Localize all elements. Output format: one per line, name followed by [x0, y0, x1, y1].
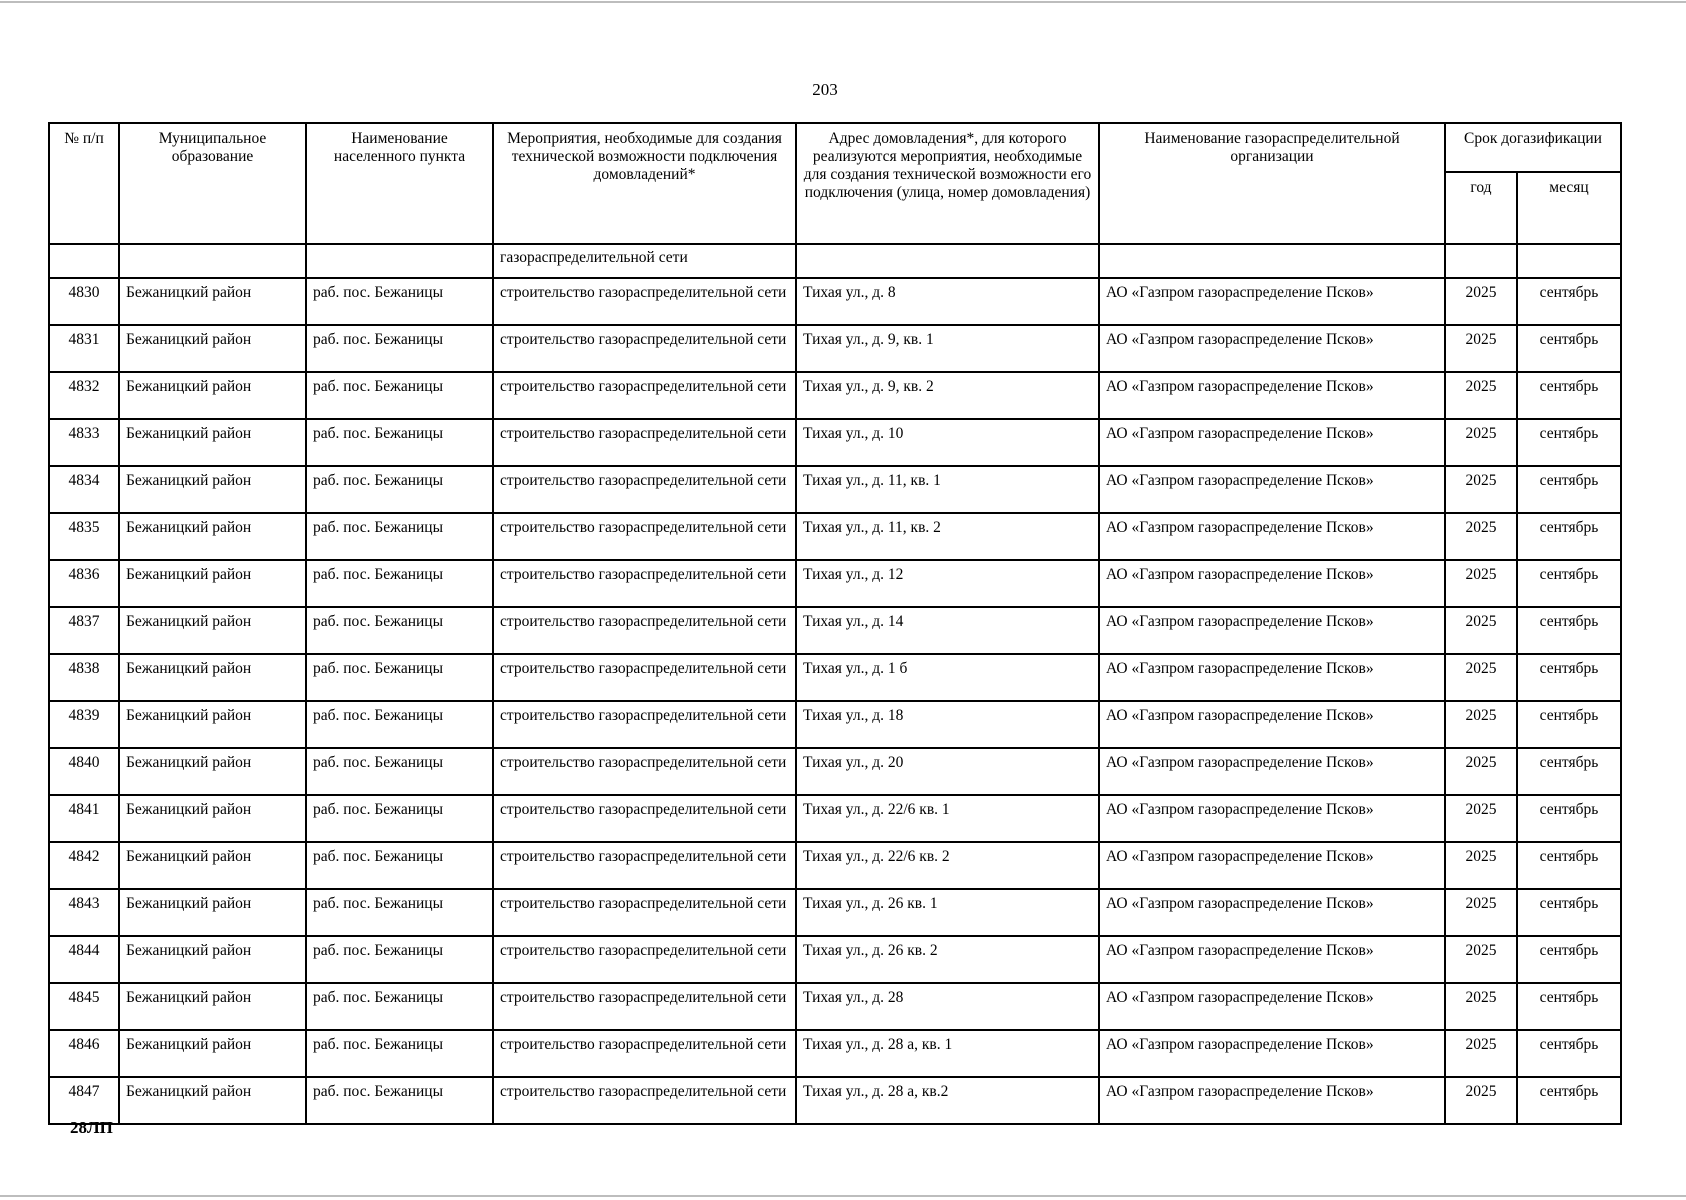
cell-num: 4842 [49, 842, 119, 889]
cell-month: сентябрь [1517, 654, 1621, 701]
cell-address: Тихая ул., д. 14 [796, 607, 1099, 654]
scan-edge-bottom [0, 1195, 1686, 1197]
page-number: 203 [812, 80, 838, 99]
cell-year: 2025 [1445, 795, 1517, 842]
cell-settlement: раб. пос. Бежаницы [306, 560, 493, 607]
cell-measure: строительство газораспределительной сети [493, 607, 796, 654]
cell-num: 4847 [49, 1077, 119, 1124]
cell-measure: строительство газораспределительной сети [493, 325, 796, 372]
cell-month: сентябрь [1517, 701, 1621, 748]
cell-year: 2025 [1445, 278, 1517, 325]
table-row [49, 842, 1621, 889]
table-body [49, 244, 1621, 1124]
cell-year: 2025 [1445, 654, 1517, 701]
cell-num: 4846 [49, 1030, 119, 1077]
cell-measure: строительство газораспределительной сети [493, 889, 796, 936]
cell-num: 4830 [49, 278, 119, 325]
cell-address: Тихая ул., д. 18 [796, 701, 1099, 748]
cell-num: 4844 [49, 936, 119, 983]
header-municipality: Муниципальное образование [119, 123, 306, 244]
cell-month: сентябрь [1517, 607, 1621, 654]
cell-num: 4841 [49, 795, 119, 842]
table-row [49, 936, 1621, 983]
table-row [49, 278, 1621, 325]
cell-address: Тихая ул., д. 9, кв. 1 [796, 325, 1099, 372]
cell-organization: АО «Газпром газораспределение Псков» [1099, 983, 1445, 1030]
table-row [49, 654, 1621, 701]
cell-organization: АО «Газпром газораспределение Псков» [1099, 795, 1445, 842]
cell-year: 2025 [1445, 466, 1517, 513]
cell-year: 2025 [1445, 889, 1517, 936]
cell-year: 2025 [1445, 701, 1517, 748]
cell-year: 2025 [1445, 607, 1517, 654]
cell-year: 2025 [1445, 842, 1517, 889]
table-row [49, 889, 1621, 936]
cell-organization: АО «Газпром газораспределение Псков» [1099, 419, 1445, 466]
cell-organization: АО «Газпром газораспределение Псков» [1099, 654, 1445, 701]
cell-settlement: раб. пос. Бежаницы [306, 889, 493, 936]
footer-code: 28ЛП [70, 1118, 113, 1137]
cell-municipality: Бежаницкий район [119, 748, 306, 795]
cell-address: Тихая ул., д. 26 кв. 2 [796, 936, 1099, 983]
table-row [49, 372, 1621, 419]
cell-settlement: раб. пос. Бежаницы [306, 419, 493, 466]
cell-address: Тихая ул., д. 22/6 кв. 2 [796, 842, 1099, 889]
cell-month: сентябрь [1517, 466, 1621, 513]
table-row [49, 701, 1621, 748]
cell-address: Тихая ул., д. 22/6 кв. 1 [796, 795, 1099, 842]
cell-organization: АО «Газпром газораспределение Псков» [1099, 325, 1445, 372]
cell-settlement: раб. пос. Бежаницы [306, 325, 493, 372]
cell-settlement: раб. пос. Бежаницы [306, 278, 493, 325]
cell-organization: АО «Газпром газораспределение Псков» [1099, 372, 1445, 419]
cell-address: Тихая ул., д. 8 [796, 278, 1099, 325]
cell-year: 2025 [1445, 748, 1517, 795]
cell-measure: строительство газораспределительной сети [493, 701, 796, 748]
cell-month [1517, 244, 1621, 278]
cell-settlement: раб. пос. Бежаницы [306, 795, 493, 842]
cell-measure: строительство газораспределительной сети [493, 372, 796, 419]
table-row [49, 983, 1621, 1030]
cell-settlement: раб. пос. Бежаницы [306, 466, 493, 513]
cell-address: Тихая ул., д. 26 кв. 1 [796, 889, 1099, 936]
cell-num: 4832 [49, 372, 119, 419]
cell-municipality: Бежаницкий район [119, 372, 306, 419]
cell-month: сентябрь [1517, 795, 1621, 842]
cell-settlement: раб. пос. Бежаницы [306, 513, 493, 560]
table-row [49, 1077, 1621, 1124]
cell-organization: АО «Газпром газораспределение Псков» [1099, 748, 1445, 795]
cell-year: 2025 [1445, 936, 1517, 983]
cell-address [796, 244, 1099, 278]
continuation-row [49, 244, 1621, 278]
cell-municipality: Бежаницкий район [119, 983, 306, 1030]
cell-measure: строительство газораспределительной сети [493, 560, 796, 607]
table-row [49, 466, 1621, 513]
cell-organization: АО «Газпром газораспределение Псков» [1099, 607, 1445, 654]
cell-measure: строительство газораспределительной сети [493, 513, 796, 560]
cell-month: сентябрь [1517, 419, 1621, 466]
cell-address: Тихая ул., д. 28 [796, 983, 1099, 1030]
cell-measure: строительство газораспределительной сети [493, 1077, 796, 1124]
cell-municipality: Бежаницкий район [119, 1077, 306, 1124]
cell-settlement: раб. пос. Бежаницы [306, 701, 493, 748]
cell-num: 4843 [49, 889, 119, 936]
cell-year: 2025 [1445, 325, 1517, 372]
cell-address: Тихая ул., д. 1 б [796, 654, 1099, 701]
cell-month: сентябрь [1517, 842, 1621, 889]
cell-year: 2025 [1445, 560, 1517, 607]
cell-municipality: Бежаницкий район [119, 654, 306, 701]
header-month: месяц [1517, 172, 1621, 244]
table-row [49, 607, 1621, 654]
cell-month: сентябрь [1517, 748, 1621, 795]
cell-year: 2025 [1445, 983, 1517, 1030]
cell-month: сентябрь [1517, 278, 1621, 325]
cell-municipality: Бежаницкий район [119, 466, 306, 513]
cell-address: Тихая ул., д. 11, кв. 2 [796, 513, 1099, 560]
cell-settlement: раб. пос. Бежаницы [306, 607, 493, 654]
cell-measure: строительство газораспределительной сети [493, 795, 796, 842]
cell-address: Тихая ул., д. 28 а, кв.2 [796, 1077, 1099, 1124]
scan-edge-top [0, 1, 1686, 3]
cell-month: сентябрь [1517, 560, 1621, 607]
cell-organization: АО «Газпром газораспределение Псков» [1099, 1030, 1445, 1077]
cell-organization: АО «Газпром газораспределение Псков» [1099, 560, 1445, 607]
cell-organization: АО «Газпром газораспределение Псков» [1099, 513, 1445, 560]
cell-year: 2025 [1445, 513, 1517, 560]
cell-organization: АО «Газпром газораспределение Псков» [1099, 936, 1445, 983]
cell-municipality: Бежаницкий район [119, 513, 306, 560]
header-year: год [1445, 172, 1517, 244]
cell-measure: газораспределительной сети [493, 244, 796, 278]
cell-address: Тихая ул., д. 20 [796, 748, 1099, 795]
cell-settlement: раб. пос. Бежаницы [306, 842, 493, 889]
cell-municipality: Бежаницкий район [119, 560, 306, 607]
cell-num: 4835 [49, 513, 119, 560]
table-row [49, 419, 1621, 466]
cell-organization: АО «Газпром газораспределение Псков» [1099, 889, 1445, 936]
cell-organization: АО «Газпром газораспределение Псков» [1099, 1077, 1445, 1124]
cell-municipality: Бежаницкий район [119, 325, 306, 372]
cell-month: сентябрь [1517, 325, 1621, 372]
cell-measure: строительство газораспределительной сети [493, 936, 796, 983]
header-settlement: Наименование населенного пункта [306, 123, 493, 244]
cell-month: сентябрь [1517, 1077, 1621, 1124]
cell-address: Тихая ул., д. 9, кв. 2 [796, 372, 1099, 419]
cell-year [1445, 244, 1517, 278]
cell-measure: строительство газораспределительной сети [493, 748, 796, 795]
table-row [49, 795, 1621, 842]
cell-month: сентябрь [1517, 889, 1621, 936]
cell-num: 4839 [49, 701, 119, 748]
cell-settlement [306, 244, 493, 278]
cell-measure: строительство газораспределительной сети [493, 419, 796, 466]
header-term: Срок догазификации [1445, 123, 1621, 172]
cell-month: сентябрь [1517, 936, 1621, 983]
cell-measure: строительство газораспределительной сети [493, 278, 796, 325]
cell-num: 4837 [49, 607, 119, 654]
cell-num: 4834 [49, 466, 119, 513]
cell-organization: АО «Газпром газораспределение Псков» [1099, 842, 1445, 889]
cell-municipality: Бежаницкий район [119, 936, 306, 983]
table-row [49, 560, 1621, 607]
header-address: Адрес домовладения*, для которого реализуются мероприятия, необходимые для создания технической возможности его подключения (улица, номер домовладения) [796, 123, 1099, 244]
cell-num: 4831 [49, 325, 119, 372]
table-row [49, 513, 1621, 560]
cell-settlement: раб. пос. Бежаницы [306, 748, 493, 795]
cell-year: 2025 [1445, 372, 1517, 419]
cell-month: сентябрь [1517, 983, 1621, 1030]
cell-num: 4833 [49, 419, 119, 466]
cell-municipality: Бежаницкий район [119, 1030, 306, 1077]
cell-settlement: раб. пос. Бежаницы [306, 1030, 493, 1077]
cell-settlement: раб. пос. Бежаницы [306, 1077, 493, 1124]
cell-settlement: раб. пос. Бежаницы [306, 936, 493, 983]
gasification-table [48, 122, 1622, 1125]
cell-settlement: раб. пос. Бежаницы [306, 654, 493, 701]
header-measures: Мероприятия, необходимые для создания технической возможности подключения домовладений* [493, 123, 796, 244]
header-num: № п/п [49, 123, 119, 244]
cell-municipality: Бежаницкий район [119, 795, 306, 842]
cell-year: 2025 [1445, 1077, 1517, 1124]
cell-measure: строительство газораспределительной сети [493, 654, 796, 701]
cell-address: Тихая ул., д. 10 [796, 419, 1099, 466]
cell-municipality: Бежаницкий район [119, 889, 306, 936]
cell-num: 4838 [49, 654, 119, 701]
cell-num: 4845 [49, 983, 119, 1030]
cell-municipality [119, 244, 306, 278]
cell-settlement: раб. пос. Бежаницы [306, 372, 493, 419]
cell-municipality: Бежаницкий район [119, 607, 306, 654]
cell-address: Тихая ул., д. 28 а, кв. 1 [796, 1030, 1099, 1077]
cell-num: 4840 [49, 748, 119, 795]
cell-measure: строительство газораспределительной сети [493, 983, 796, 1030]
cell-address: Тихая ул., д. 11, кв. 1 [796, 466, 1099, 513]
cell-address: Тихая ул., д. 12 [796, 560, 1099, 607]
cell-settlement: раб. пос. Бежаницы [306, 983, 493, 1030]
cell-municipality: Бежаницкий район [119, 278, 306, 325]
cell-municipality: Бежаницкий район [119, 842, 306, 889]
cell-year: 2025 [1445, 1030, 1517, 1077]
cell-municipality: Бежаницкий район [119, 701, 306, 748]
table-row [49, 325, 1621, 372]
cell-organization: АО «Газпром газораспределение Псков» [1099, 466, 1445, 513]
cell-organization [1099, 244, 1445, 278]
cell-num: 4836 [49, 560, 119, 607]
table-row [49, 1030, 1621, 1077]
cell-month: сентябрь [1517, 1030, 1621, 1077]
table-row [49, 748, 1621, 795]
cell-municipality: Бежаницкий район [119, 419, 306, 466]
cell-organization: АО «Газпром газораспределение Псков» [1099, 701, 1445, 748]
cell-organization: АО «Газпром газораспределение Псков» [1099, 278, 1445, 325]
cell-month: сентябрь [1517, 372, 1621, 419]
cell-measure: строительство газораспределительной сети [493, 1030, 796, 1077]
cell-month: сентябрь [1517, 513, 1621, 560]
cell-measure: строительство газораспределительной сети [493, 466, 796, 513]
header-organization: Наименование газораспределительной организации [1099, 123, 1445, 244]
cell-num [49, 244, 119, 278]
cell-year: 2025 [1445, 419, 1517, 466]
cell-measure: строительство газораспределительной сети [493, 842, 796, 889]
